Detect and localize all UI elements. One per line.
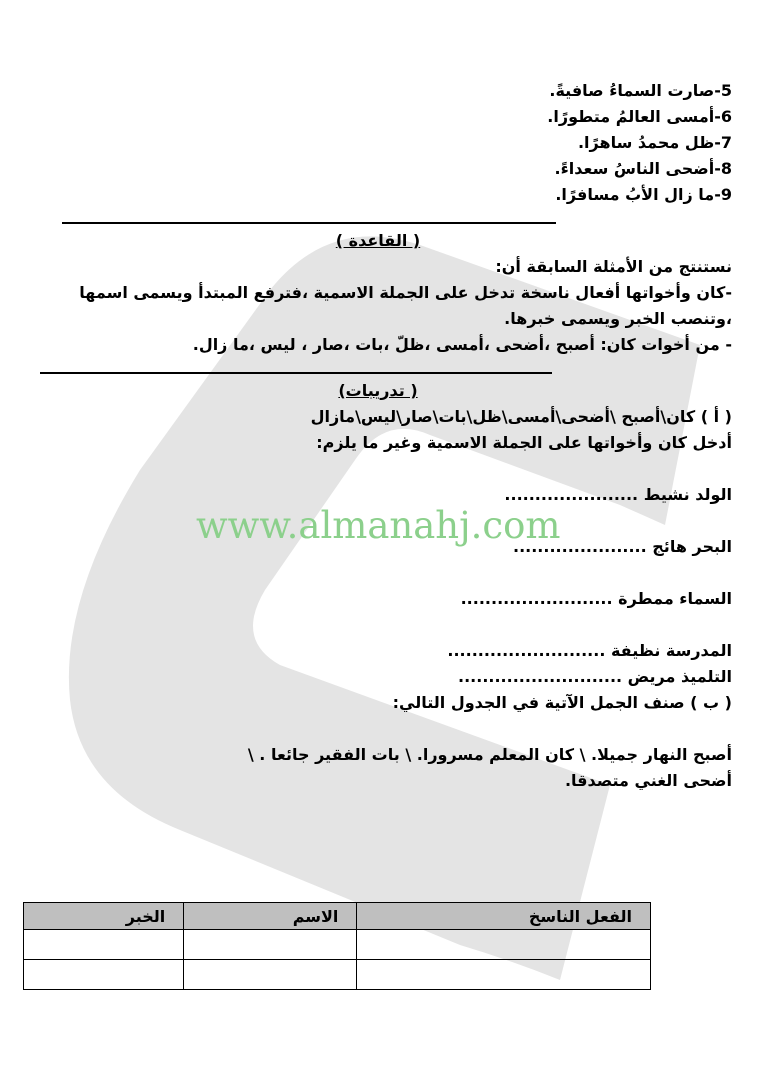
- part-b-label: ( ب ) صنف الجمل الآتية في الجدول التالي:: [392, 693, 732, 712]
- rule-point: - من أخوات كان: أصبح ،أضحى ،أمسى ،ظلّ ،بات ،صار ، ليس ،ما زال.: [192, 335, 732, 354]
- rule-point: -كان وأخواتها أفعال ناسخة تدخل على الجملة الاسمية ،فترفع المبتدأ ويسمى اسمها ،وتنصب الخبر ويسمى خبرها.: [79, 283, 732, 328]
- watermark-text: www.almanahj.com: [196, 504, 561, 547]
- rule-intro: نستنتج من الأمثلة السابقة أن:: [495, 257, 732, 276]
- part-b-sentences: أصبح النهار جميلا. \ كان المعلم مسرورا. \ بات الفقير جائعا . \: [247, 745, 732, 764]
- classification-table: [23, 902, 651, 990]
- exercise-sentence: السماء ممطرة .........................: [460, 589, 732, 608]
- table-cell[interactable]: [24, 930, 184, 960]
- example-line: 5-صارت السماءُ صافيةً.: [549, 81, 732, 100]
- example-line: 9-ما زال الأبُ مسافرًا.: [555, 185, 732, 204]
- table-row: [24, 930, 651, 960]
- part-a-label: ( أ ) كان\أصبح \أضحى\أمسى\ظل\بات\صار\ليس\مازال: [310, 407, 732, 426]
- exercise-sentence: المدرسة نظيفة ..........................: [447, 641, 732, 660]
- exercise-sentence: البحر هائج ......................: [512, 537, 732, 556]
- rule-heading: ( القاعدة ): [335, 231, 421, 250]
- exercises-heading: ( تدريبات): [338, 381, 418, 400]
- worksheet-page: [24, 78, 732, 794]
- example-line: 6-أمسى العالمُ متطورًا.: [547, 107, 732, 126]
- table-header-row: [24, 903, 651, 930]
- table-cell[interactable]: [24, 960, 184, 990]
- table-cell[interactable]: [357, 960, 651, 990]
- table-cell[interactable]: [357, 930, 651, 960]
- part-b-sentences: أضحى الغني متصدقا.: [564, 771, 732, 790]
- table-header-cell: الفعل الناسخ: [357, 903, 651, 930]
- example-line: 8-أضحى الناسُ سعداءً.: [554, 159, 732, 178]
- section-divider: [40, 372, 552, 374]
- table-header-cell: الخبر: [24, 903, 184, 930]
- table-row: [24, 960, 651, 990]
- example-line: 7-ظل محمدُ ساهرًا.: [577, 133, 732, 152]
- exercise-sentence: التلميذ مريض ...........................: [458, 667, 732, 686]
- table-cell[interactable]: [184, 930, 357, 960]
- part-a-instruction: أدخل كان وأخواتها على الجملة الاسمية وغير ما يلزم:: [316, 433, 732, 452]
- exercise-sentence: الولد نشيط ......................: [504, 485, 732, 504]
- table-header-cell: الاسم: [184, 903, 357, 930]
- section-divider: [62, 222, 556, 224]
- table-cell[interactable]: [184, 960, 357, 990]
